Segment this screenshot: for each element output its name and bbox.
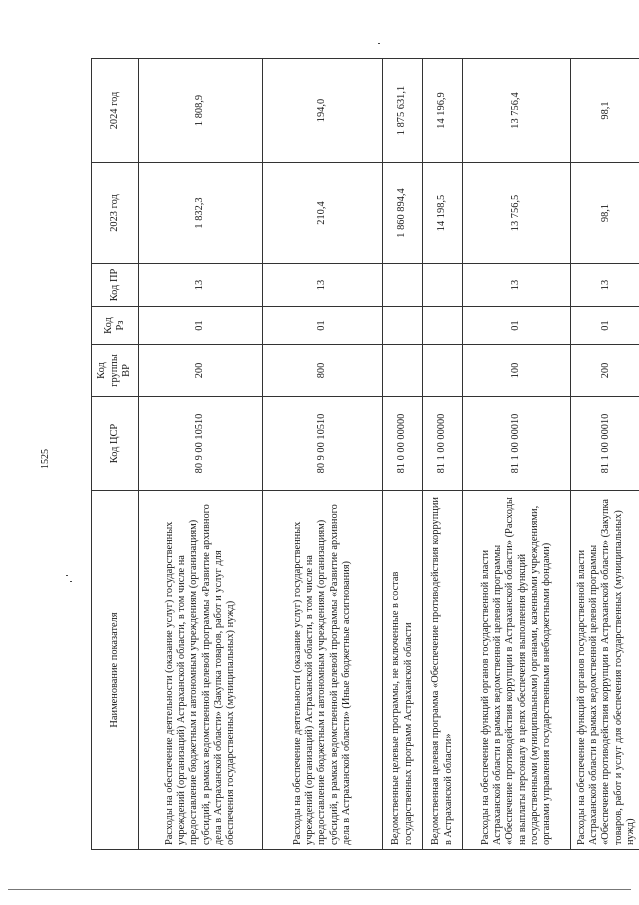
scan-speck bbox=[378, 43, 380, 44]
row-name: Расходы на обеспечение функций органов государственной власти Астраханской области в рамках ведомственной целевой программы «Обеспечение противодействия коррупции в Астраханской области» (Закупка товаров, работ и услуг для обеспечения государственных (муниципальных) нужд) bbox=[571, 491, 639, 850]
row-2024: 1 875 631,1 bbox=[383, 59, 423, 163]
row-2023: 14 198,5 bbox=[423, 163, 463, 264]
table-row bbox=[423, 59, 463, 850]
table-row bbox=[571, 59, 639, 850]
row-rz: 01 bbox=[571, 307, 639, 345]
row-rz bbox=[423, 307, 463, 345]
row-2023: 210,4 bbox=[263, 163, 383, 264]
row-2023: 1 832,3 bbox=[139, 163, 263, 264]
row-2023: 1 860 894,4 bbox=[383, 163, 423, 264]
row-rz: 01 bbox=[463, 307, 571, 345]
row-vr bbox=[383, 345, 423, 397]
row-vr: 800 bbox=[263, 345, 383, 397]
row-2024: 13 756,4 bbox=[463, 59, 571, 163]
table-row bbox=[263, 59, 383, 850]
row-csr: 81 0 00 00000 bbox=[383, 397, 423, 491]
row-vr: 200 bbox=[139, 345, 263, 397]
row-2023: 98,1 bbox=[571, 163, 639, 264]
header-vr: Код группы ВР bbox=[92, 345, 139, 397]
row-2023: 13 756,5 bbox=[463, 163, 571, 264]
row-csr: 80 9 00 10510 bbox=[139, 397, 263, 491]
page-number: 1525 bbox=[40, 449, 51, 469]
row-pr: 13 bbox=[571, 264, 639, 307]
scan-speck bbox=[70, 581, 72, 582]
rotated-table-wrapper bbox=[91, 59, 636, 850]
row-vr: 200 bbox=[571, 345, 639, 397]
row-2024: 1 808,9 bbox=[139, 59, 263, 163]
header-2024: 2024 год bbox=[92, 59, 139, 163]
budget-table bbox=[91, 58, 639, 850]
row-name: Ведомственная целевая программа «Обеспечение противодействия коррупции в Астраханской области» bbox=[423, 491, 463, 850]
row-csr: 80 9 00 10510 bbox=[263, 397, 383, 491]
table-header-row bbox=[92, 59, 139, 850]
row-2024: 14 196,9 bbox=[423, 59, 463, 163]
row-csr: 81 1 00 00000 bbox=[423, 397, 463, 491]
row-rz bbox=[383, 307, 423, 345]
row-pr bbox=[423, 264, 463, 307]
row-pr: 13 bbox=[263, 264, 383, 307]
row-pr: 13 bbox=[139, 264, 263, 307]
row-vr bbox=[423, 345, 463, 397]
table-row bbox=[463, 59, 571, 850]
header-rz: Код Рз bbox=[92, 307, 139, 345]
row-name: Расходы на обеспечение деятельности (оказание услуг) государственных учреждений (организаций) Астраханской области, в том числе на предоставление бюджетным и автономным учреждениям (организациям) субсидий, в рамках ведомственной целевой программы «Развитие архивного дела в Астраханской области» (Закупка товаров, работ и услуг для обеспечения государственных (муниципальных) нужд) bbox=[139, 491, 263, 850]
header-2023: 2023 год bbox=[92, 163, 139, 264]
row-name: Расходы на обеспечение деятельности (оказание услуг) государственных учреждений (организаций) Астраханской области, в том числе на предоставление бюджетным и автономным учреждениям (организациям) субсидий, в рамках ведомственной целевой программы «Развитие архивного дела в Астраханской области» (Иные бюджетные ассигнования) bbox=[263, 491, 383, 850]
scan-bottom-line bbox=[8, 889, 631, 890]
row-name: Ведомственные целевые программы, не включенные в состав государственных программ Астраханской области bbox=[383, 491, 423, 850]
row-csr: 81 1 00 00010 bbox=[571, 397, 639, 491]
row-pr: 13 bbox=[463, 264, 571, 307]
row-rz: 01 bbox=[139, 307, 263, 345]
row-2024: 194,0 bbox=[263, 59, 383, 163]
scan-speck bbox=[66, 575, 68, 576]
row-name: Расходы на обеспечение функций органов государственной власти Астраханской области в рамках ведомственной целевой программы «Обеспечение противодействия коррупции в Астраханской области» (Расходы на выплаты персоналу в целях обеспечения выполнения функций государственными (муниципальными) органами, казенными учреждениями, органами управления государственными внебюджетными фондами) bbox=[463, 491, 571, 850]
row-rz: 01 bbox=[263, 307, 383, 345]
header-pr: Код ПР bbox=[92, 264, 139, 307]
header-csr: Код ЦСР bbox=[92, 397, 139, 491]
table-row bbox=[383, 59, 423, 850]
row-csr: 81 1 00 00010 bbox=[463, 397, 571, 491]
row-2024: 98,1 bbox=[571, 59, 639, 163]
row-vr: 100 bbox=[463, 345, 571, 397]
table-row bbox=[139, 59, 263, 850]
row-pr bbox=[383, 264, 423, 307]
header-name: Наименование показателя bbox=[92, 491, 139, 850]
